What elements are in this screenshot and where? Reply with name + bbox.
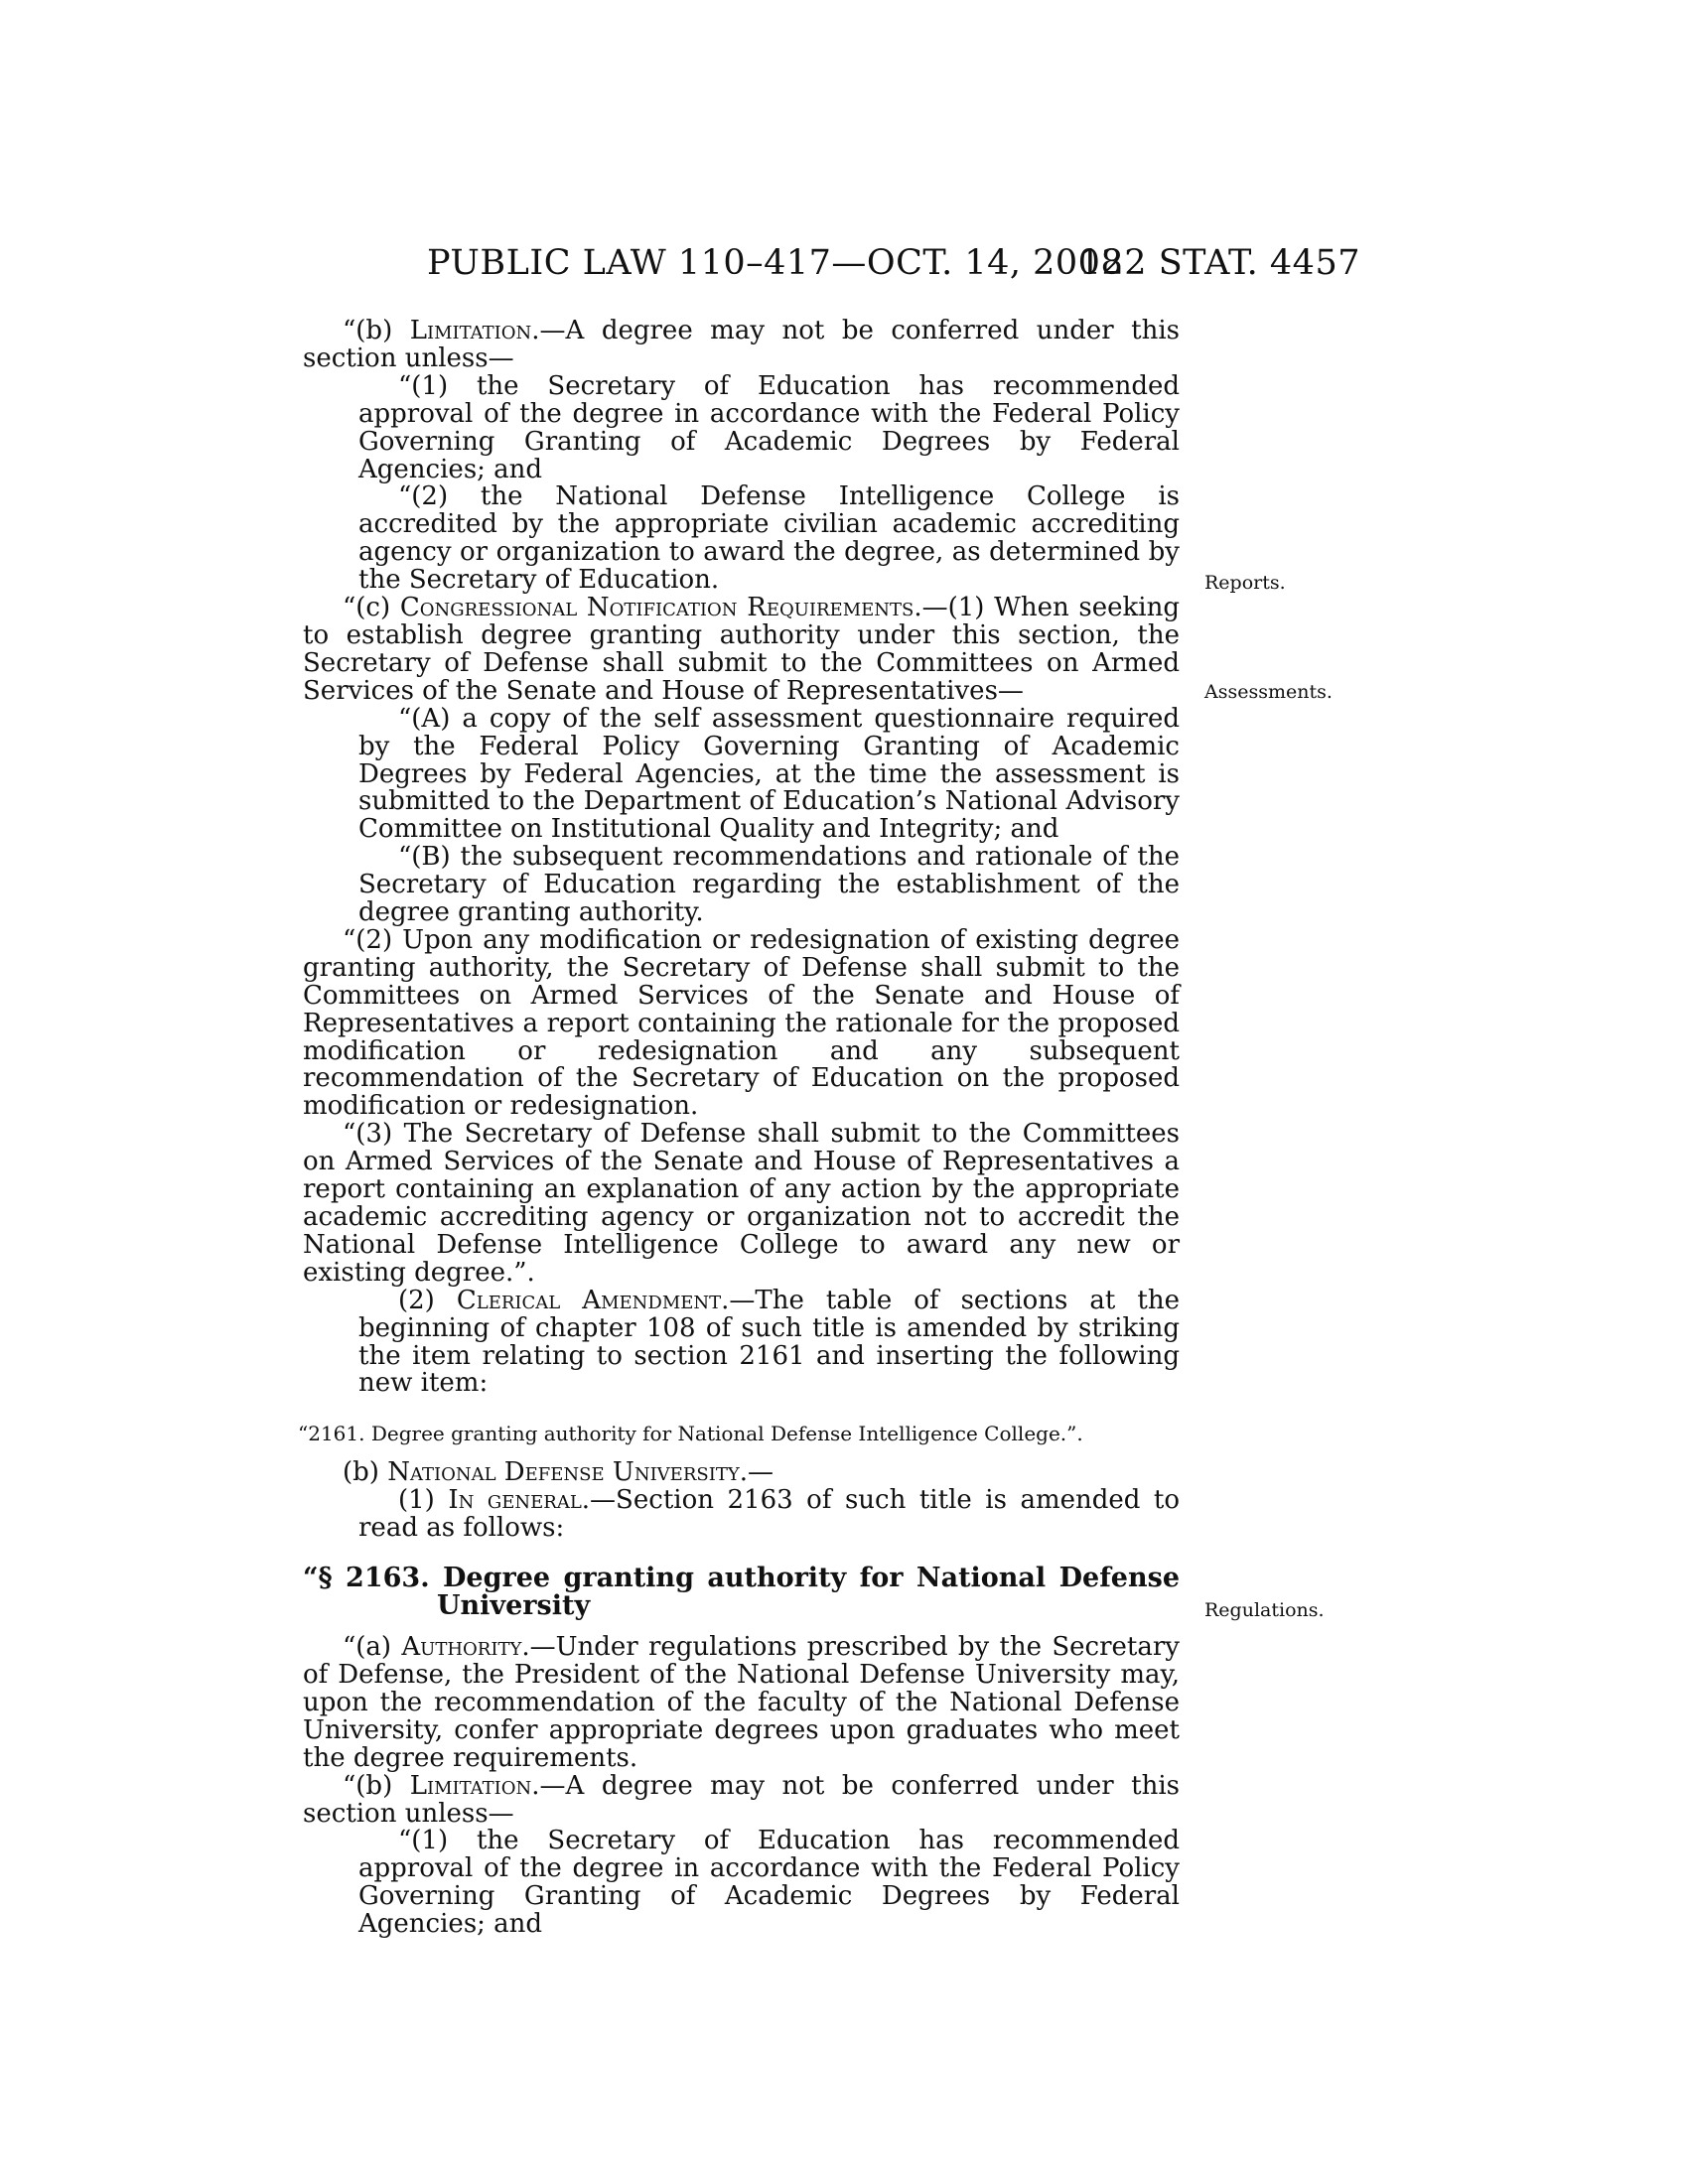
- margin-note-reports: Reports.: [1204, 572, 1286, 594]
- paragraph-c3: “(3) The Secretary of Defense shall submit to the Committees on Armed Services of the Senate and House of Representatives a report containing an explanation of any action by the appropriate academic accrediting agency or organization not to accredit the National Defense Intelligence College to award any new or existing degree.”.: [303, 1119, 1180, 1288]
- margin-note-assessments: Assessments.: [1204, 681, 1333, 703]
- paragraph-in-general: (1) In general.—Section 2163 of such title is amended to read as follows:: [358, 1485, 1181, 1544]
- paragraph-cB: “(B) the subsequent recommendations and rationale of the Secretary of Education regarding the establishment of the degree granting authority.: [358, 842, 1180, 928]
- paragraph-cA: “(A) a copy of the self assessment questionnaire required by the Federal Policy Governing Granting of Academic Degrees by Federal Agencies, at the time the assessment is submitted to the Department of Education’s National Advisory Committee on Institutional Quality and Integrity; and: [358, 703, 1180, 845]
- clerical-amendment: (2) Clerical Amendment.—The table of sections at the beginning of chapter 108 of such title is amended by striking the item relating to section 2161 and inserting the following new item:: [358, 1285, 1180, 1399]
- subsection-a-authority: “(a) Authority.—Under regulations prescribed by the Secretary of Defense, the President of the National Defense University may, upon the recommendation of the faculty of the National Defense University, confer appropriate degrees upon graduates who meet the degree requirements.: [303, 1632, 1180, 1773]
- section-2163-heading: “§ 2163. Degree granting authority for National Defense University: [303, 1563, 1180, 1622]
- document-body: [298, 316, 1181, 1940]
- paragraph-b1: “(1) the Secretary of Education has recommended approval of the degree in accordance with the Federal Policy Governing Granting of Academic Degrees by Federal Agencies; and: [358, 370, 1180, 484]
- subsection-national-defense-university: (b) National Defense University.—: [343, 1457, 774, 1488]
- subsection-b-limitation: “(b) Limitation.—A degree may not be conferred under this section unless—: [303, 316, 1180, 373]
- table-item-2161: “2161. Degree granting authority for National Defense Intelligence College.”.: [298, 1422, 1083, 1446]
- paragraph-b1-2: “(1) the Secretary of Education has recommended approval of the degree in accordance with the Federal Policy Governing Granting of Academic Degrees by Federal Agencies; and: [358, 1826, 1180, 1940]
- subsection-b-limitation-2: “(b) Limitation.—A degree may not be conferred under this section unless—: [303, 1770, 1180, 1829]
- paragraph-b2: “(2) the National Defense Intelligence College is accredited by the appropriate civilian academic accrediting agency or organization to award the degree, as determined by the Secretary of Education.: [358, 481, 1180, 596]
- subsection-c-notification: “(c) Congressional Notification Requirements.—(1) When seeking to establish degree granting authority under this section, the Secretary of Defense shall submit to the Committees on Armed Services of the Senate and House of Representatives—: [303, 593, 1181, 706]
- page-header-title: PUBLIC LAW 110–417—OCT. 14, 2008: [427, 243, 1124, 283]
- page-header-stat: 122 STAT. 4457: [1078, 243, 1360, 283]
- margin-note-regulations: Regulations.: [1204, 1599, 1325, 1621]
- paragraph-c2: “(2) Upon any modification or redesignation of existing degree granting authority, the Secretary of Defense shall submit to the Committees on Armed Services of the Senate and House of Representatives a report containing the rationale for the proposed modification or redesignation and any subsequent recommendation of the Secretary of Education on the proposed modification or redesignation.: [303, 924, 1180, 1122]
